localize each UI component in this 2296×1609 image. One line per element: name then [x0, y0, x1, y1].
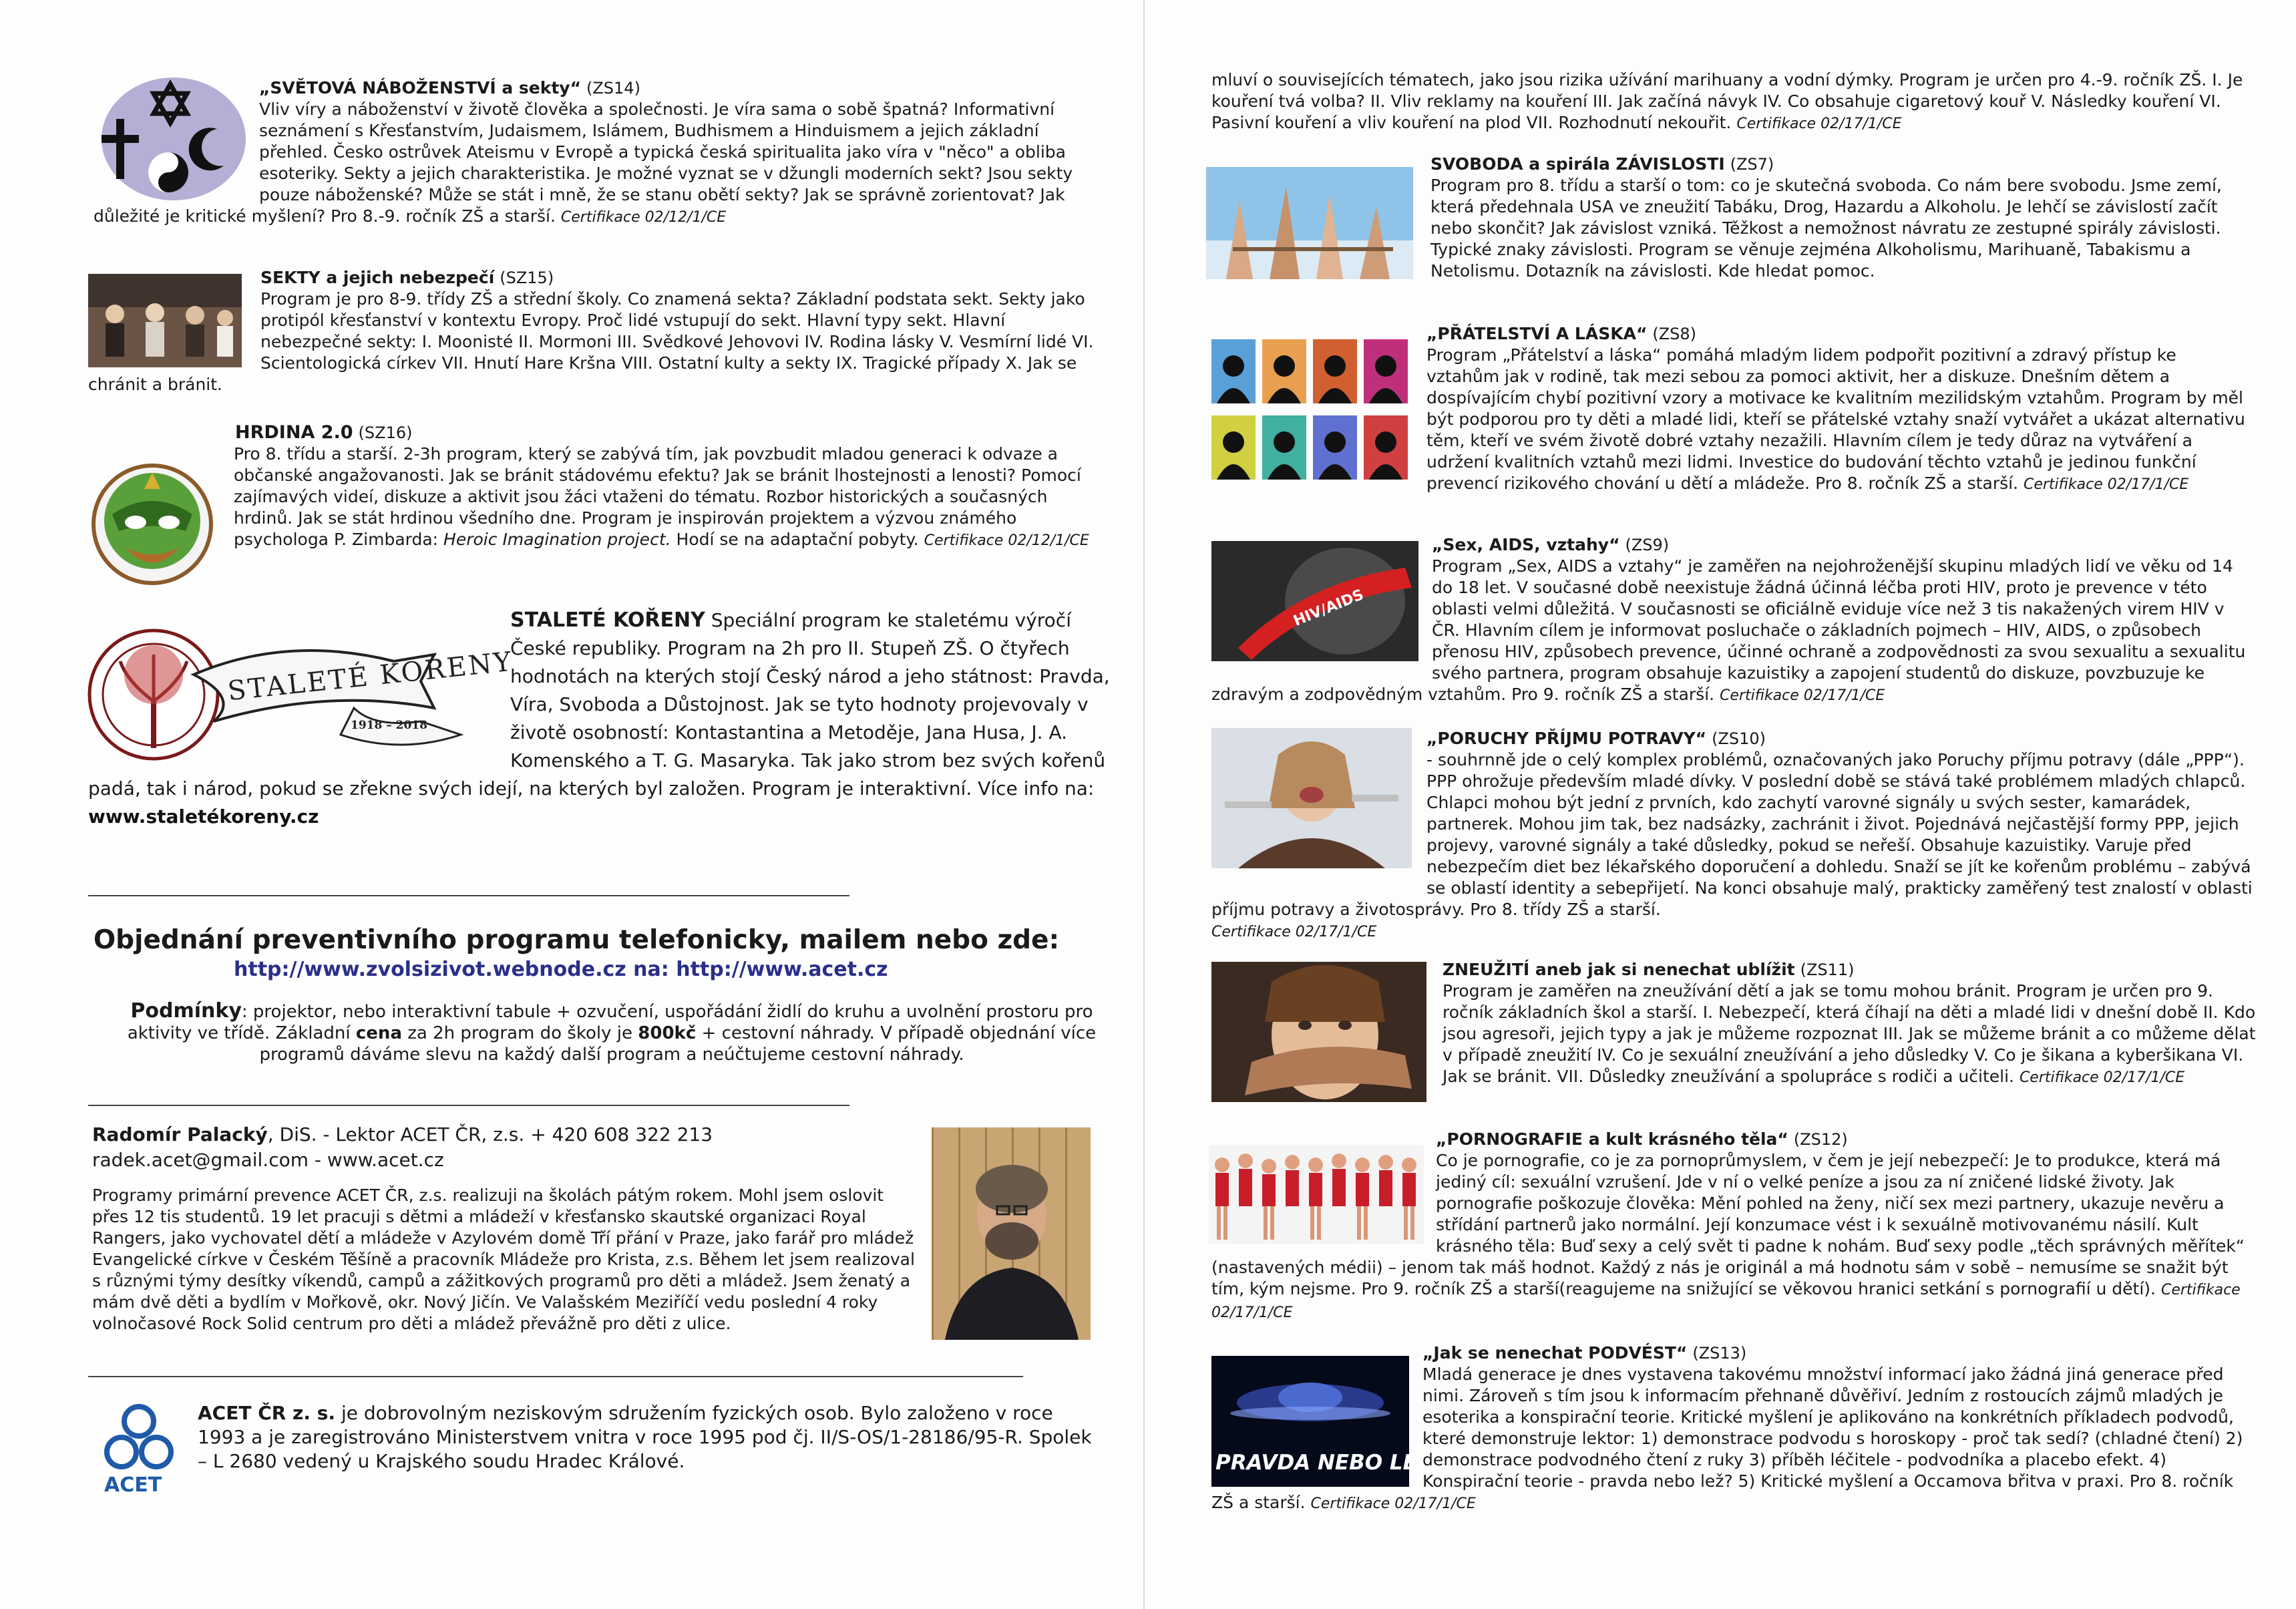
- program-description: - souhrnně jde o celý komplex problémů, označovaných jako Poruchy příjmu potravy (dále „PPP“). PPP ohrožuje především mladé dívky. V poslední době se stává také problémem mladých chlapců. Chlapci mohou být jední z prvních, kdo zachytí varovné signály u svých sester, kamarádek, partnerek. Mohou jim tak, bez nadsázky, zachránit i život. Pojednává nejčastější formy PPP, jejich projevy, varovné signály a také důsledky, pokud se neřeší. Obsahuje kazuistiky. Varuje před nebezpečím diet bez lékařského doporučení a dohledu. Snaží se jít ke kořenům problému – zabývá se oblastí identity a sebepřijetí. Na konci obsahuje malý, prakticky zaměřený test znalostí v oblasti příjmu potravy a životosprávy. Pro 8. třídy ZŠ a starší.: [1211, 750, 2253, 919]
- program-title: HRDINA 2.0: [235, 422, 353, 443]
- program-description: Program pro 8. třídu a starší o tom: co je skutečná svoboda. Co nám bere svobodu. Jsme zemí, která předehnala USA ve zneužití Tabáku, Drog, Hazardu a Alkoholu. Je lehčí se závislostí začít nebo skončit? Jak závislost vzniká. Těžkost a nemožnost návratu ze zestupné spirály závislosti. Typické znaky závislosti. Program se věnuje zejména Alkoholismu, Marihuaně, Tabakismu a Netolismu. Dotazník na závislosti. Kde hledat pomoc.: [1430, 176, 2222, 281]
- koreny-link[interactable]: www.staletékoreny.cz: [88, 806, 319, 828]
- program-description: Co je pornografie, co je za pornoprůmyslem, v čem je její nebezpečí: Je to produkce, která má jediný cíl: sexuální vzrušení. Jde v ní o velké peníze a jsou za ní zničené lidské životy. Jak pornografie poškozuje člověka: Mění pohled na ženy, ničí sex mezi partnery, ukazuje nevěru a střídání partnerů jako normální. Její konzumace vést i k sexuálně motivovanému násilí. Kult krásného těla: Buď sexy a celý svět ti padne k nohám. Buď sexy podle „těch správných měřítek“ (nastavených médii) – jenom tak máš hodnot. Každý z nás je originál a má hodnotu sám v sobě – nemusíme se snažit být tím, kým nejsme. Pro 9. ročník ZŠ a starší(reagujeme na snižující se věkovou hranici setkání s pornografií u dětí).: [1211, 1151, 2245, 1298]
- logo-years: 1918 – 2018: [351, 719, 427, 732]
- program-description: Vliv víry a náboženství v životě člověka a společnosti. Je víra sama o sobě špatná? Informativní seznámení s Křesťanstvím, Judaismem, Islámem, Budhismem a Hinduismem a jejich základní přehled. Česko ostrůvek Ateismu v Evropě a typická česká spiritualita jako víra v "něco" a obliba esoteriky. Sekty a jejich charakteristika. Je možné vyznat se v džungli moderních sekt? Jsou sekty pouze náboženské? Může se stát i mně, že se stanu obětí sekty? Jak se správně zorientovat? Jak důležité je kritické myšlení? Pro 8.-9. ročník ZŠ a starší.: [93, 100, 1073, 226]
- program-title: ZNEUŽITÍ aneb jak si nenechat ublížit: [1443, 960, 1795, 979]
- program-description: Speciální program ke staletému výročí České republiky. Program na 2h pro II. Stupeň ZŠ. O čtyřech hodnotách na kterých stojí Český národ a jeho státnost: Pravda, Víra, Svoboda a Důstojnost. Jak se tyto hodnoty projevovaly v životě osobností: Kontastantina a Metoděje, Jana Husa, J. A. Komenského a T. G. Masaryka. Tak jako strom bez svých kořenů padá, tak i národ, pokud se zřekne svých idejí, na kterých byl založen. Program je interaktivní. Více info na:: [88, 609, 1110, 799]
- price-value: 800kč: [638, 1023, 697, 1043]
- order-links: [234, 956, 888, 983]
- acet-description: je dobrovolným neziskovým sdružením fyzických osob. Bylo založeno v roce 1993 a je zaregistrováno Ministerstvem vnitra v roce 1995 pod čj. II/S-OS/1-28186/95-R. Spolek – L 2680 vedený u Krajského soudu Hradec Králové.: [198, 1402, 1092, 1472]
- left-page: [0, 0, 1143, 1609]
- program-code: (ZS13): [1692, 1344, 1747, 1363]
- links-connector: na:: [633, 958, 669, 981]
- program-code: (SZ15): [500, 269, 554, 287]
- program-description: Program „Přátelství a láska“ pomáhá mladým lidem podpořit pozitivní a zdravý přístup ke vztahům jak v rodině, tak mezi sebou za pomoci aktivit, her a diskuze. Dnešním dětem a dospívajícím chybí pozitivní vzory a motivace ke kvalitním mezilidským vztahům. Program by měl být podporou pro ty děti a mladé lidi, kteří se přátelské vztahy snaží vytvářet a ukázat alternativu těm, kteří ve svém životě dobré vztahy nezažili. Hlavním cílem je tedy důraz na vytváření a udržení kvalitních vztahů mezi lidmi. Investice do budování těchto vztahů je jedinou funkční prevencí rizikového chování u dětí a mládeže. Pro 8. ročník ZŠ a starší.: [1426, 345, 2245, 493]
- program-zs10: [1211, 728, 2253, 943]
- divider: [88, 1376, 1023, 1377]
- certification: Certifikace 02/12/1/CE: [924, 532, 1089, 549]
- truth-lie-label: PRAVDA NEBO LEŽ: [1215, 1451, 1432, 1475]
- program-zs13: [1211, 1343, 2253, 1515]
- program-code: (ZS8): [1652, 325, 1696, 343]
- program-description: Program je zaměřen na zneužívání dětí a jak se tomu mohou bránit. Program je určen pro 9. ročník základních škol a starší. I. Nebezpečí, která číhají na děti a mladé lidi v dnešní době II. Kdo jsou agresoři, jejich typy a jak je můžeme rozpoznat III. Jak se můžeme bránit a co můžeme dělat v případě zneužití IV. Co je sexuální zneužívání a jeho důsledky V. Co je šikana a kyberšikana VI. Jak se bránit. VII. Důsledky zneužívání a spolupráce s rodiči a učiteli.: [1443, 981, 2256, 1086]
- certification: Certifikace 02/17/1/CE: [2019, 1069, 2185, 1086]
- program-description: Mladá generace je dnes vystavena takovému množství informací jako žádná jiná generace před nimi. Zároveň s tím jsou k informacím přehnaně důvěřiví. Jedním z rostoucích zájmů mladých je esoterika a konspirační teorie. Kritické myšlení je aplikováno na konkrétních příkladech podvodů, které demonstruje lektor: 1) demonstrace podvodu s horoskopy - proč tak sedí? (chladné čtení) 2) demonstrace podvodného čtení z ruky 3) příběh léčitele - podvodníka a placebo efekt. 4) Konspirační teorie - pravda nebo lež? 5) Kritické myšlení a Occamova břitva v praxi. Pro 8. ročník ZŠ a starší.: [1211, 1365, 2243, 1512]
- program-title: „SVĚTOVÁ NÁBOŽENSTVÍ a sekty“: [259, 78, 582, 98]
- lector-header: [92, 1122, 894, 1173]
- right-page: [1143, 0, 2296, 1609]
- program-description: Pro 8. třídu a starší. 2-3h program, který se zabývá tím, jak povzbudit mladou generaci k odvaze a občanské angažovanosti. Jak se bránit stádovému efektu? Jak se bránit lhostejnosti a lenosti? Pomocí zajímavých videí, diskuze a aktivit jsou žáci vtaženi do tématu. Rozbor historických a současných hrdinů. Jak se stát hrdinou všedního dne. Program je inspirován projektem a výzvou známého psychologa P. Zimbarda:: [234, 444, 1081, 549]
- program-continued: [1211, 69, 2253, 135]
- certification: Certifikace 02/17/1/CE: [2023, 476, 2189, 493]
- program-zs12: [1211, 1129, 2253, 1324]
- certification: Certifikace 02/17/1/CE: [1720, 687, 1885, 704]
- program-title: SVOBODA a spirála ZÁVISLOSTI: [1430, 154, 1725, 174]
- lector-bio: Programy primární prevence ACET ČR, z.s. realizuji na školách pátým rokem. Mohl jsem oslovit přes 12 tis studentů. 19 let pracuji s dětmi a mládeží v křesťansko skautské organizaci Royal Rangers, jako vychovatel dětí a mládeže v Azylovém domě Tří přání v Praze, jako farář pro mládež Evangelické církve v Českém Těšíně a pracovník Mládeže pro Krista, z.s. Během let jsem realizoval s různými týmy desítky víkendů, campů a zážitkových programů pro děti a mládež. Jsem ženatý a mám dvě děti a bydlím v Mořkově, okr. Nový Jičín. Ve Valašském Meziříčí vedu poslední 4 roky volnočasové Rock Solid centrum pro děti a mládež převážně pro děti z ulice.: [92, 1186, 915, 1333]
- program-zs9: [1211, 534, 2253, 707]
- program-italic-note: Heroic Imagination project.: [443, 530, 671, 549]
- conditions-text-3: + cestovní náhrady. V případě objednání více programů dáváme slevu na každý další program a neúčtujeme cestovní náhrady.: [259, 1023, 1097, 1065]
- program-zs14: [93, 77, 1109, 228]
- acet-logo-label: ACET: [104, 1473, 162, 1497]
- raised-hands-image: [1206, 167, 1413, 279]
- hiv-banner-label: HIV/AIDS: [1291, 586, 1366, 630]
- acet-info: [198, 1401, 1106, 1473]
- program-title: SEKTY a jejich nebezpečí: [260, 268, 495, 287]
- acet-link[interactable]: http://www.acet.cz: [676, 958, 888, 981]
- program-title: „Jak se nenechat PODVÉST“: [1422, 1343, 1688, 1363]
- program-sz16: [222, 422, 1110, 552]
- program-zs7: [1430, 154, 2256, 282]
- program-description: Program je pro 8-9. třídy ZŠ a střední školy. Co znamená sekta? Základní podstata sekt. Sekty jako protipól křesťanství v kontextu Evropy. Proč lidé vstupují do sekt. Hlavní typy sekt. Hlavní nebezpečné sekty: I. Moonisté II. Mormoni III. Svědkové Jehovovi IV. Rodina lásky V. Vesmírní lidé VI. Scientologická církev VII. Hnutí Hare Kršna VIII. Ostatní kulty a sekty IX. Tragické případy X. Jak se chránit a bránit.: [88, 289, 1094, 394]
- program-code: (ZS12): [1793, 1130, 1848, 1149]
- program-code: (ZS9): [1625, 536, 1670, 554]
- abuse-child-image: [1211, 962, 1426, 1102]
- certification: Certifikace 02/17/1/CE: [1736, 116, 1902, 132]
- program-title: „PORUCHY PŘÍJMU POTRAVY“: [1426, 729, 1707, 748]
- certification: Certifikace 02/17/1/CE: [1211, 1282, 2241, 1321]
- program-code: (ZS11): [1800, 960, 1855, 979]
- lector-name: Radomír Palacký: [92, 1123, 268, 1145]
- hero-mask-image: [85, 461, 219, 588]
- lector-title: , DiS. - Lektor ACET ČR, z.s. + 420 608 322 213: [267, 1123, 713, 1145]
- program-code: (ZS7): [1730, 155, 1774, 174]
- webnode-link[interactable]: http://www.zvolsizivot.webnode.cz: [234, 958, 626, 981]
- divider: [88, 895, 849, 896]
- program-tail: Hodí se na adaptační pobyty.: [676, 530, 919, 549]
- price-label: cena: [355, 1023, 402, 1043]
- program-description: mluví o souvisejících tématech, jako jsou rizika užívání marihuany a vodní dýmky. Program je určen pro 4.-9. ročník ZŠ. I. Je kouření tvá volba? II. Vliv reklamy na kouření III. Jak začíná návyk IV. Co obsahuje cigaretový kouř V. Následky kouření VI. Pasivní kouření a vliv kouření na plod VII. Rozhodnutí nekouřit.: [1211, 70, 2243, 132]
- acet-name: ACET ČR z. s.: [198, 1402, 336, 1424]
- order-conditions: [118, 1001, 1106, 1065]
- lector-contact: radek.acet@gmail.com - www.acet.cz: [92, 1149, 444, 1171]
- order-heading: Objednání preventivního programu telefonicky, mailem nebo zde:: [93, 925, 1060, 955]
- program-zs8: [1211, 323, 2253, 496]
- divider: [88, 1105, 849, 1106]
- certification: Certifikace 02/12/1/CE: [560, 209, 727, 226]
- program-zs11: [1443, 959, 2257, 1089]
- conditions-text-1: : projektor, nebo interaktivní tabule + ozvučení, uspořádání židlí do kruhu a uvolnění prostoru pro aktivity ve třídě. Základní: [127, 1002, 1093, 1043]
- program-code: (ZS10): [1712, 729, 1766, 748]
- lector-photo: [932, 1127, 1091, 1340]
- program-description: Program „Sex, AIDS a vztahy“ je zaměřen na nejohroženější skupinu mladých lidí ve věku od 14 do 18 let. V současné době neexistuje žádná účinná léčba proti HIV, proto je prevence v této oblasti velmi důležitá. V současnosti se oficiálně eviduje více než 3 tis nakažených virem HIV v ČR. Hlavním cílem je informovat posluchače o základních pojmech – HIV, AIDS, o způsobech přenosu HIV, způsobech prevence, účinné ochraně a zodpovědnosti za svou sexualitu a sexualitu svého partnera, program obsahuje kazuistiky a zapojení studentů do diskuze, povzbuzuje ke zdravým a zodpovědným vztahům. Pro 9. ročník ZŠ a starší.: [1211, 556, 2246, 704]
- program-code: (SZ16): [358, 423, 413, 442]
- program-title: „PŘÁTELSTVÍ A LÁSKA“: [1426, 324, 1648, 343]
- program-title: „PORNOGRAFIE a kult krásného těla“: [1436, 1129, 1788, 1149]
- logo-title: STALETÉ KOŘENY: [226, 646, 515, 707]
- acet-logo: [99, 1403, 179, 1496]
- certification: Certifikace 02/17/1/CE: [1310, 1495, 1476, 1512]
- conditions-text-2: za 2h program do školy je: [407, 1023, 632, 1043]
- program-code: (ZS14): [586, 79, 640, 98]
- program-title: STALETÉ KOŘENY: [510, 608, 705, 632]
- program-title: „Sex, AIDS, vztahy“: [1432, 535, 1620, 554]
- certification: Certifikace 02/17/1/CE: [1211, 924, 1377, 940]
- program-koreny: [88, 606, 1110, 831]
- program-sz15: [88, 267, 1110, 395]
- conditions-label: Podmínky: [130, 999, 242, 1023]
